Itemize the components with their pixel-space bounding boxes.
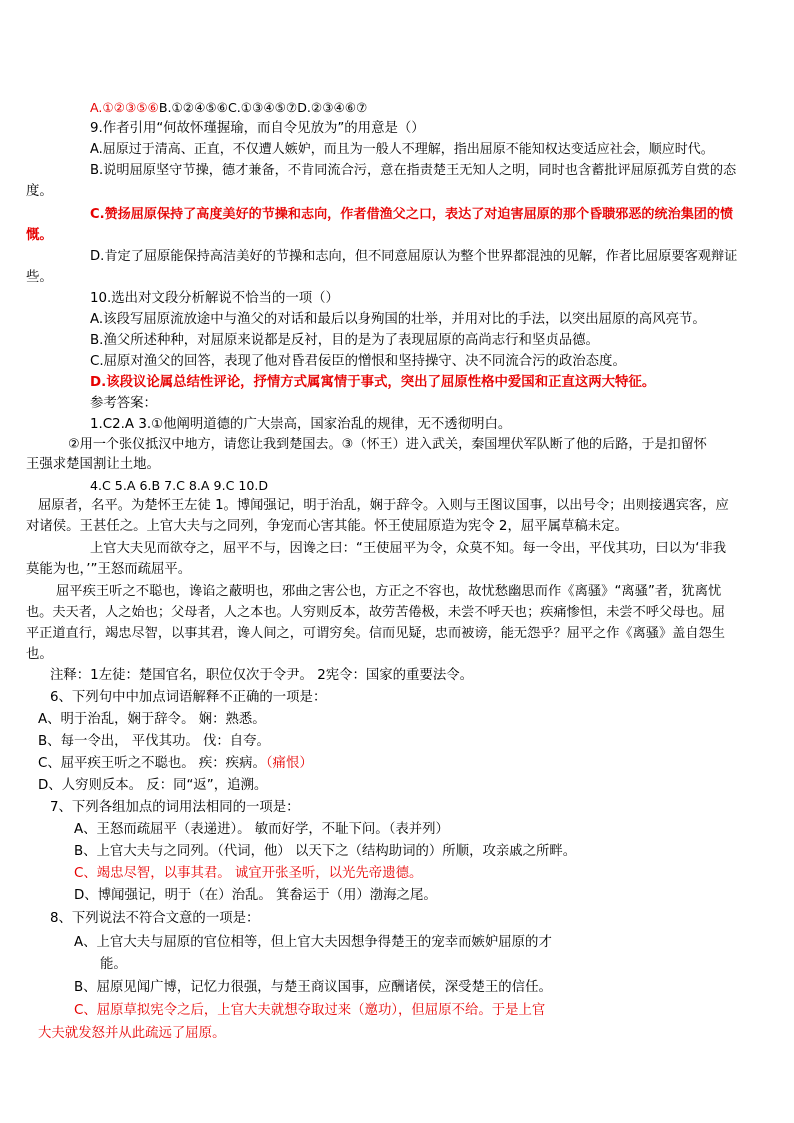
passage-p1-line-2: 对诸侯。王甚任之。上官大夫与之同列，争宠而心害其能。怀王使屈原造为宪令 2，屈平属草稿未定。	[26, 519, 628, 534]
answer-line-2: ②用一个张仪抵汉中地方，请您让我到楚国去。③（怀王）进入武关，秦国埋伏军队断了他的后路，于是扣留怀	[68, 437, 707, 452]
q6-correction: （痛恨）	[265, 756, 313, 771]
q10-option-b: B.渔父所述种种，对屈原来说都是反衬，目的是为了表现屈原的高尚志行和坚贞品德。	[90, 333, 599, 348]
notes: 注释：1左徒：楚国官名，职位仅次于令尹。 2宪令：国家的重要法令。	[50, 668, 474, 683]
q6-option-d: D、人穷则反本。 反：同“返”，追溯。	[38, 778, 268, 793]
q7-option-a: A、王怒而疏屈平（表递进）。 敏而好学，不耻下问。（表并列）	[74, 822, 449, 837]
q7-option-c: C、竭忠尽智，以事其君。 诚宜开张圣听，以光先帝遗德。	[74, 866, 423, 881]
q9-stem: 9.作者引用“何故怀瑾握瑜，而自令见放为”的用意是（）	[90, 121, 425, 136]
passage-p3-line-3: 平正道直行，竭忠尽智，以事其君，谗人间之，可谓穷矣。信而见疑，忠而被谤，能无怨乎？屈平之作《离骚》盖自怨生	[26, 626, 725, 641]
passage-p3-line-1: 屈平疾王听之不聪也，谗谄之蔽明也，邪曲之害公也，方正之不容也，故忧愁幽思而作《离骚》“离骚”者，犹离忧	[56, 584, 722, 599]
passage-p3-line-2: 也。夫天者，人之始也；父母者，人之本也。人穷则反本，故劳苦倦极，未尝不呼天也；疾痛惨怛，未尝不呼父母也。屈	[26, 605, 725, 620]
q9-option-c: C.赞扬屈原保持了高度美好的节操和志向，作者借渔父之口，表达了对迫害屈原的那个昏聩邪恶的统治集团的愤	[90, 207, 734, 222]
q8b-option-c: C、屈原草拟宪令之后，上官大夫就想夺取过来（邀功），但屈原不给。于是上官	[74, 1003, 546, 1018]
q6-option-a: A、明于治乱，娴于辞令。 娴：熟悉。	[38, 712, 266, 727]
q7-option-b: B、上官大夫与之同列。（代词，他） 以天下之（结构助词的）所顺，攻亲戚之所畔。	[74, 844, 577, 859]
answer-line-1: 1.C2.A 3.①他阐明道德的广大崇高，国家治乱的规律，无不透彻明白。	[90, 417, 512, 432]
q6-option-b: B、每一令出， 平伐其功。 伐：自夸。	[38, 734, 270, 749]
q9-option-b: B.说明屈原坚守节操，德才兼备，不肯同流合污，意在指责楚王无知人之明，同时也含蓄批评屈原孤芳自赏的态	[90, 163, 737, 178]
passage-p3-line-4: 也。	[26, 647, 53, 662]
q9-option-a: A.屈原过于清高、正直，不仅遭人嫉妒，而且为一般人不理解，指出屈原不能知权达变适应社会，顺应时代。	[90, 142, 714, 157]
q8b-option-b: B、屈原见闻广博，记忆力很强，与楚王商议国事，应酬诸侯，深受楚王的信任。	[74, 980, 552, 995]
q6-option-c: C、屈平疾王听之不聪也。 疾：疾病。（痛恨）	[38, 756, 313, 771]
passage-p1-line-1: 屈原者，名平。为楚怀王左徒 1。博闻强记，明于治乱，娴于辞令。入则与王图议国事，以出号令；出则接遇宾客，应	[38, 498, 729, 513]
q8-stem: 8、下列说法不符合文意的一项是：	[50, 911, 260, 926]
q8b-option-a: A、上官大夫与屈原的官位相等，但上官大夫因想争得楚王的宠幸而嫉妒屈原的才	[74, 935, 552, 950]
answers-heading: 参考答案：	[90, 396, 157, 411]
passage-p2-line-1: 上官大夫见而欲夺之，屈平不与，因谗之曰：“王使屈平为令，众莫不知。每一令出，平伐其功，曰以为‘非我	[90, 541, 727, 556]
answer-line-4: 4.C 5.A 6.B 7.C 8.A 9.C 10.D	[90, 478, 269, 493]
q7-option-d: D、博闻强记，明于（在）治乱。 箕畚运于（用）渤海之尾。	[74, 888, 437, 903]
q8b-option-c-cont: 大夫就发怒并从此疏远了屈原。	[38, 1026, 226, 1041]
q8-answer-highlight: A.①②③⑤⑥	[90, 100, 159, 115]
passage-p2-line-2: 莫能为也，’”王怒而疏屈平。	[26, 562, 192, 577]
q7-stem: 7、下列各组加点的词用法相同的一项是：	[50, 800, 300, 815]
q10-option-a: A.该段写屈原流放途中与渔父的对话和最后以身殉国的壮举，并用对比的手法，以突出屈原的高风亮节。	[90, 312, 706, 327]
q8b-option-a-cont: 能。	[100, 957, 127, 972]
q10-stem: 10.选出对文段分析解说不恰当的一项（）	[90, 291, 339, 306]
q6-stem: 6、下列句中中加点词语解释不正确的一项是：	[50, 690, 327, 705]
q9-option-d: D.肯定了屈原能保持高洁美好的节操和志向，但不同意屈原认为整个世界都混浊的见解，作者比屈原要客观辩证	[90, 249, 738, 264]
q9-option-d-cont: 些。	[26, 270, 53, 285]
q9-option-c-cont: 慨。	[26, 228, 53, 243]
answer-line-3: 王强求楚国割让土地。	[26, 457, 160, 472]
q8-options: A.①②③⑤⑥B.①②④⑤⑥C.①③④⑤⑦D.②③④⑥⑦	[90, 100, 368, 115]
q10-option-c: C.屈原对渔父的回答，表现了他对昏君佞臣的憎恨和坚持操守、决不同流合污的政治态度。	[90, 354, 626, 369]
q10-option-d: D.该段议论属总结性评论，抒情方式属寓情于事式，突出了屈原性格中爱国和正直这两大特征。	[90, 375, 656, 390]
q9-option-b-cont: 度。	[26, 184, 53, 199]
